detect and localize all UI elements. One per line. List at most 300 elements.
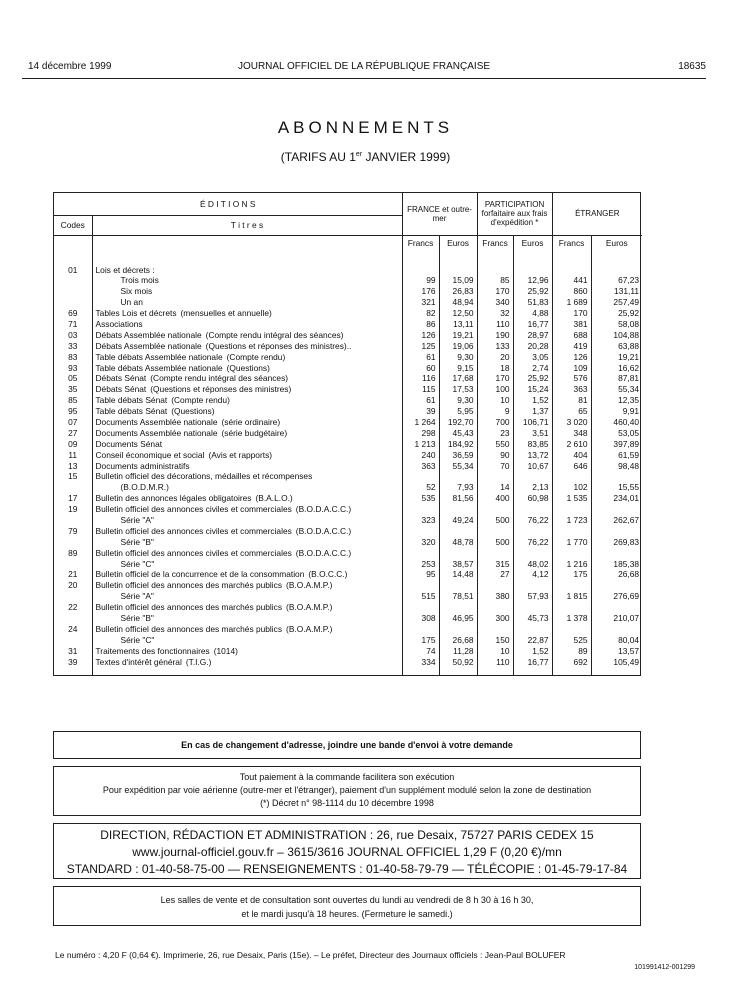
row-code: 21: [68, 569, 78, 580]
row-title-cell: [92, 493, 402, 504]
row-value: [402, 580, 439, 591]
row-value: [513, 547, 552, 558]
row-value: 175: [402, 634, 439, 645]
blank-cell: [54, 667, 92, 675]
row-detail: (T.I.G.): [185, 656, 212, 667]
row-title-cell: [92, 308, 402, 319]
row-detail: (Compte rendu intégral des séances): [150, 373, 289, 384]
row-value: [591, 624, 642, 635]
row-value: 340: [477, 297, 513, 308]
row-detail: (Questions et réponses des ministres)..: [205, 340, 352, 351]
row-value: [439, 251, 477, 275]
row-value: 576: [552, 373, 591, 384]
etranger-header: ÉTRANGER: [552, 193, 642, 235]
subtitle-post: JANVIER 1999): [362, 150, 451, 164]
editions-header: É D I T I O N S: [54, 193, 402, 215]
row-code: 85: [68, 395, 78, 406]
row-value: 63,88: [591, 340, 642, 351]
row-code: [54, 634, 92, 645]
row-value: 515: [402, 591, 439, 602]
row-value: 67,23: [591, 275, 642, 286]
row-value: [552, 624, 591, 635]
row-value: 26,68: [439, 634, 477, 645]
row-title: Bulletin officiel des annonces des marchés publics: [95, 623, 283, 634]
euros-header: Euros: [591, 235, 642, 251]
table-row: [54, 329, 642, 340]
row-value: 1 815: [552, 591, 591, 602]
participation-header: PARTICIPATION forfaitaire aux frais d'expédition *: [477, 193, 552, 235]
row-value: 2,13: [513, 482, 552, 493]
table-row: [54, 536, 642, 547]
row-value: 400: [477, 493, 513, 504]
row-value: 1 378: [552, 613, 591, 624]
row-value: [439, 547, 477, 558]
table-row: [54, 406, 642, 417]
row-value: [402, 471, 439, 482]
row-title-cell: [92, 373, 402, 384]
row-code: 01: [68, 265, 78, 275]
row-code: 89: [68, 547, 78, 558]
table-row: [54, 460, 642, 471]
row-title: Bulletin officiel des annonces des marchés publics: [95, 580, 283, 591]
table-row: [54, 482, 642, 493]
row-value: 16,77: [513, 656, 552, 667]
blank-cell: [439, 667, 477, 675]
row-value: 192,70: [439, 417, 477, 428]
row-value: 83,85: [513, 438, 552, 449]
row-code: 27: [68, 427, 78, 438]
row-code: 69: [68, 308, 78, 319]
row-value: 397,89: [591, 438, 642, 449]
row-value: 298: [402, 427, 439, 438]
row-value: 70: [477, 460, 513, 471]
table-row: [54, 417, 642, 428]
row-title-cell: [92, 558, 402, 569]
row-value: [513, 504, 552, 515]
row-value: 2,74: [513, 362, 552, 373]
table-row: [54, 362, 642, 373]
row-code: 09: [68, 438, 78, 449]
subtitle-pre: (TARIFS AU 1: [280, 150, 356, 164]
row-value: 38,57: [439, 558, 477, 569]
row-detail: (Questions): [226, 362, 270, 373]
row-value: 76,22: [513, 515, 552, 526]
row-value: 14: [477, 482, 513, 493]
sales-line-1: Les salles de vente et de consultation sont ouvertes du lundi au vendredi de 8 h 30 à 16 h 30,: [160, 895, 534, 905]
row-title-cell: [92, 569, 402, 580]
row-value: [477, 251, 513, 275]
row-value: 550: [477, 438, 513, 449]
row-value: [513, 251, 552, 275]
row-code: [54, 515, 92, 526]
row-value: 404: [552, 449, 591, 460]
row-code: [54, 536, 92, 547]
row-title-cell: [92, 656, 402, 667]
direction-box: [53, 823, 641, 879]
row-title: Textes d'intérêt général: [95, 656, 182, 667]
row-value: 646: [552, 460, 591, 471]
blank-cell: [513, 667, 552, 675]
row-title-cell: [92, 515, 402, 526]
row-value: 500: [477, 515, 513, 526]
row-title: Documents Assemblée nationale: [95, 427, 218, 438]
row-value: 13,57: [591, 645, 642, 656]
row-value: 45,73: [513, 613, 552, 624]
euros-header: Euros: [439, 235, 477, 251]
row-value: 240: [402, 449, 439, 460]
row-value: 348: [552, 427, 591, 438]
table-row: [54, 373, 642, 384]
row-value: 22,87: [513, 634, 552, 645]
table-row: [54, 645, 642, 656]
table-row: [54, 351, 642, 362]
row-value: [439, 580, 477, 591]
row-code: 05: [68, 373, 78, 384]
row-title-cell: [92, 329, 402, 340]
row-value: [591, 251, 642, 275]
row-value: [552, 547, 591, 558]
row-value: 26,68: [591, 569, 642, 580]
row-value: 57,93: [513, 591, 552, 602]
row-value: 9,15: [439, 362, 477, 373]
row-title-cell: [92, 351, 402, 362]
row-value: 184,92: [439, 438, 477, 449]
row-value: 19,06: [439, 340, 477, 351]
row-value: 28,97: [513, 329, 552, 340]
row-value: 48,02: [513, 558, 552, 569]
row-value: 133: [477, 340, 513, 351]
row-value: 126: [552, 351, 591, 362]
payment-note-2: Pour expédition par voie aérienne (outre-mer et l'étranger), paiement d'un supplément modulé selon la zone de destination: [102, 785, 592, 795]
row-value: 14,48: [439, 569, 477, 580]
table-row: [54, 319, 642, 330]
row-code: 33: [68, 340, 78, 351]
row-value: 15,55: [591, 482, 642, 493]
row-value: 39: [402, 406, 439, 417]
row-detail: (1014): [213, 645, 238, 656]
row-value: 61: [402, 351, 439, 362]
row-code: 15: [68, 471, 78, 482]
row-value: 1,52: [513, 395, 552, 406]
row-code: 95: [68, 406, 78, 417]
row-title: Débats Sénat: [95, 384, 147, 395]
row-value: [477, 602, 513, 613]
row-title: Bulletin officiel des annonces civiles et commerciales: [95, 547, 292, 558]
row-detail: (B.O.A.M.P.): [286, 580, 333, 591]
row-title-cell: [92, 449, 402, 460]
row-value: [477, 504, 513, 515]
row-value: [513, 602, 552, 613]
row-detail: (série ordinaire): [221, 417, 281, 428]
row-code: 07: [68, 417, 78, 428]
row-value: 300: [477, 613, 513, 624]
row-value: [591, 602, 642, 613]
row-value: 1 216: [552, 558, 591, 569]
row-value: 11,28: [439, 645, 477, 656]
row-value: 32: [477, 308, 513, 319]
row-value: [477, 471, 513, 482]
row-title-cell: [92, 417, 402, 428]
row-detail: (Questions): [171, 406, 215, 417]
header-page-number: 18635: [678, 61, 706, 72]
row-value: 74: [402, 645, 439, 656]
row-value: 12,35: [591, 395, 642, 406]
row-value: 131,11: [591, 286, 642, 297]
row-value: 110: [477, 319, 513, 330]
row-value: [591, 525, 642, 536]
row-code: [54, 591, 92, 602]
row-title-cell: [92, 406, 402, 417]
row-value: 175: [552, 569, 591, 580]
row-value: 16,77: [513, 319, 552, 330]
codes-header: Codes: [54, 215, 92, 235]
row-value: 15,24: [513, 384, 552, 395]
row-value: 90: [477, 449, 513, 460]
row-value: 106,71: [513, 417, 552, 428]
row-value: 9,30: [439, 351, 477, 362]
table-row: [54, 449, 642, 460]
row-detail: (Compte rendu intégral des séances): [205, 329, 344, 340]
row-value: 110: [477, 656, 513, 667]
row-value: 60,98: [513, 493, 552, 504]
sales-line-2: et le mardi jusqu'à 18 heures. (Fermeture le samedi.): [241, 909, 453, 919]
row-detail: (B.A.L.O.): [255, 493, 293, 504]
row-value: 10,67: [513, 460, 552, 471]
row-value: 86: [402, 319, 439, 330]
table-row: [54, 613, 642, 624]
row-value: [402, 525, 439, 536]
row-value: [402, 602, 439, 613]
header-rule: [22, 78, 706, 79]
row-title: Série "B": [120, 536, 154, 547]
row-value: 45,43: [439, 427, 477, 438]
row-value: 150: [477, 634, 513, 645]
row-value: 100: [477, 384, 513, 395]
row-value: [552, 471, 591, 482]
row-value: 1 535: [552, 493, 591, 504]
france-header: FRANCE et outre-mer: [402, 193, 477, 235]
row-value: 308: [402, 613, 439, 624]
row-value: 126: [402, 329, 439, 340]
row-title-cell: [92, 251, 402, 275]
francs-header: Francs: [552, 235, 591, 251]
row-value: 81,56: [439, 493, 477, 504]
row-title: Série "A": [120, 515, 154, 526]
row-title: Un an: [120, 297, 143, 308]
row-value: [552, 580, 591, 591]
row-detail: (B.O.D.A.C.C.): [295, 547, 352, 558]
row-value: 3 020: [552, 417, 591, 428]
row-code: 31: [68, 645, 78, 656]
row-value: 185,38: [591, 558, 642, 569]
payment-box: [53, 766, 641, 816]
row-code: [54, 297, 92, 308]
row-value: 700: [477, 417, 513, 428]
table-row: [54, 525, 642, 536]
row-value: 525: [552, 634, 591, 645]
row-title-cell: [92, 362, 402, 373]
row-code: 11: [68, 449, 78, 460]
row-code: 17: [68, 493, 78, 504]
row-title-cell: [92, 340, 402, 351]
row-value: [402, 504, 439, 515]
row-value: 170: [552, 308, 591, 319]
row-value: 692: [552, 656, 591, 667]
row-title-cell: [92, 427, 402, 438]
row-title: Lois et décrets :: [95, 265, 155, 275]
row-value: 20: [477, 351, 513, 362]
row-value: 17,68: [439, 373, 477, 384]
row-value: 18: [477, 362, 513, 373]
table-row: [54, 515, 642, 526]
row-value: 860: [552, 286, 591, 297]
row-value: 1,37: [513, 406, 552, 417]
blank-cell: [54, 235, 92, 251]
row-value: 115: [402, 384, 439, 395]
row-value: 176: [402, 286, 439, 297]
row-title: Traitements des fonctionnaires: [95, 645, 210, 656]
row-value: 460,40: [591, 417, 642, 428]
row-value: 102: [552, 482, 591, 493]
row-value: 210,07: [591, 613, 642, 624]
row-code: 24: [68, 623, 78, 634]
row-title: Série "C": [120, 558, 155, 569]
row-value: 109: [552, 362, 591, 373]
row-value: 46,95: [439, 613, 477, 624]
row-value: 87,81: [591, 373, 642, 384]
row-value: 4,12: [513, 569, 552, 580]
row-title: Bulletin officiel des annonces des marchés publics: [95, 602, 283, 613]
row-value: [552, 251, 591, 275]
table-row: [54, 251, 642, 275]
row-code: [54, 558, 92, 569]
row-value: [552, 602, 591, 613]
row-value: 234,01: [591, 493, 642, 504]
row-value: 10: [477, 645, 513, 656]
row-value: 688: [552, 329, 591, 340]
row-title: Table débats Sénat: [95, 395, 168, 406]
row-detail: (B.O.D.A.C.C.): [295, 504, 352, 515]
row-value: 52: [402, 482, 439, 493]
row-title-cell: [92, 504, 402, 515]
row-title: Table débats Assemblée nationale: [95, 362, 223, 373]
row-value: [402, 547, 439, 558]
row-value: 15,09: [439, 275, 477, 286]
row-value: 95: [402, 569, 439, 580]
francs-header: Francs: [477, 235, 513, 251]
table-row: [54, 634, 642, 645]
row-title-cell: [92, 286, 402, 297]
subtitle-sup: er: [355, 151, 363, 158]
row-value: 76,22: [513, 536, 552, 547]
row-title: Bulletin officiel des annonces civiles et commerciales: [95, 504, 292, 515]
row-value: 55,34: [591, 384, 642, 395]
row-value: [477, 624, 513, 635]
row-value: 105,49: [591, 656, 642, 667]
row-detail: (B.O.C.C.): [308, 569, 348, 580]
row-title: Série "C": [120, 634, 155, 645]
row-value: 320: [402, 536, 439, 547]
row-title: Bulletin officiel des décorations, médailles et récompenses: [95, 471, 313, 482]
row-value: 19,21: [439, 329, 477, 340]
row-value: 257,49: [591, 297, 642, 308]
page-header: [22, 61, 706, 77]
euros-header: Euros: [513, 235, 552, 251]
row-value: [591, 504, 642, 515]
row-title-cell: [92, 613, 402, 624]
row-value: 321: [402, 297, 439, 308]
page-subtitle: [0, 150, 731, 164]
row-value: 4,88: [513, 308, 552, 319]
row-value: 9: [477, 406, 513, 417]
row-title-cell: [92, 591, 402, 602]
row-detail: (Compte rendu): [226, 351, 286, 362]
row-value: 363: [402, 460, 439, 471]
row-detail: (Avis et rapports): [208, 449, 273, 460]
row-value: 190: [477, 329, 513, 340]
row-value: 1,52: [513, 645, 552, 656]
row-value: 170: [477, 286, 513, 297]
row-value: [591, 580, 642, 591]
row-value: 78,51: [439, 591, 477, 602]
blank-cell: [591, 667, 642, 675]
row-value: 48,78: [439, 536, 477, 547]
row-title-cell: [92, 525, 402, 536]
row-value: [513, 580, 552, 591]
row-value: 441: [552, 275, 591, 286]
row-value: 125: [402, 340, 439, 351]
row-value: 61: [402, 395, 439, 406]
row-value: [402, 251, 439, 275]
row-title-cell: [92, 547, 402, 558]
row-value: [477, 580, 513, 591]
row-detail: (Questions et réponses des ministres): [150, 384, 292, 395]
row-code: 13: [68, 460, 78, 471]
table-row: [54, 493, 642, 504]
row-title-cell: [92, 482, 402, 493]
row-value: 51,83: [513, 297, 552, 308]
row-title-cell: [92, 536, 402, 547]
table-row: [54, 547, 642, 558]
row-title: Débats Assemblée nationale: [95, 329, 202, 340]
row-value: 9,91: [591, 406, 642, 417]
row-value: 99: [402, 275, 439, 286]
row-code: [54, 275, 92, 286]
francs-header: Francs: [402, 235, 439, 251]
row-value: 323: [402, 515, 439, 526]
row-value: 60: [402, 362, 439, 373]
row-title-cell: [92, 471, 402, 482]
row-value: 12,50: [439, 308, 477, 319]
table-row: [54, 591, 642, 602]
row-value: [477, 525, 513, 536]
row-title: Débats Assemblée nationale: [95, 340, 202, 351]
row-title: Série "B": [120, 613, 154, 624]
row-title: Bulletin officiel de la concurrence et de la consommation: [95, 569, 305, 580]
header-date: 14 décembre 1999: [28, 61, 112, 72]
table-row: [54, 504, 642, 515]
header-journal: JOURNAL OFFICIEL DE LA RÉPUBLIQUE FRANÇAISE: [237, 61, 491, 72]
row-title: Trois mois: [120, 275, 159, 286]
row-code: 39: [68, 656, 78, 667]
row-title-cell: [92, 395, 402, 406]
row-value: 19,21: [591, 351, 642, 362]
blank-cell: [92, 667, 402, 675]
table-row: [54, 308, 642, 319]
row-value: 1 213: [402, 438, 439, 449]
row-value: 98,48: [591, 460, 642, 471]
row-value: 381: [552, 319, 591, 330]
